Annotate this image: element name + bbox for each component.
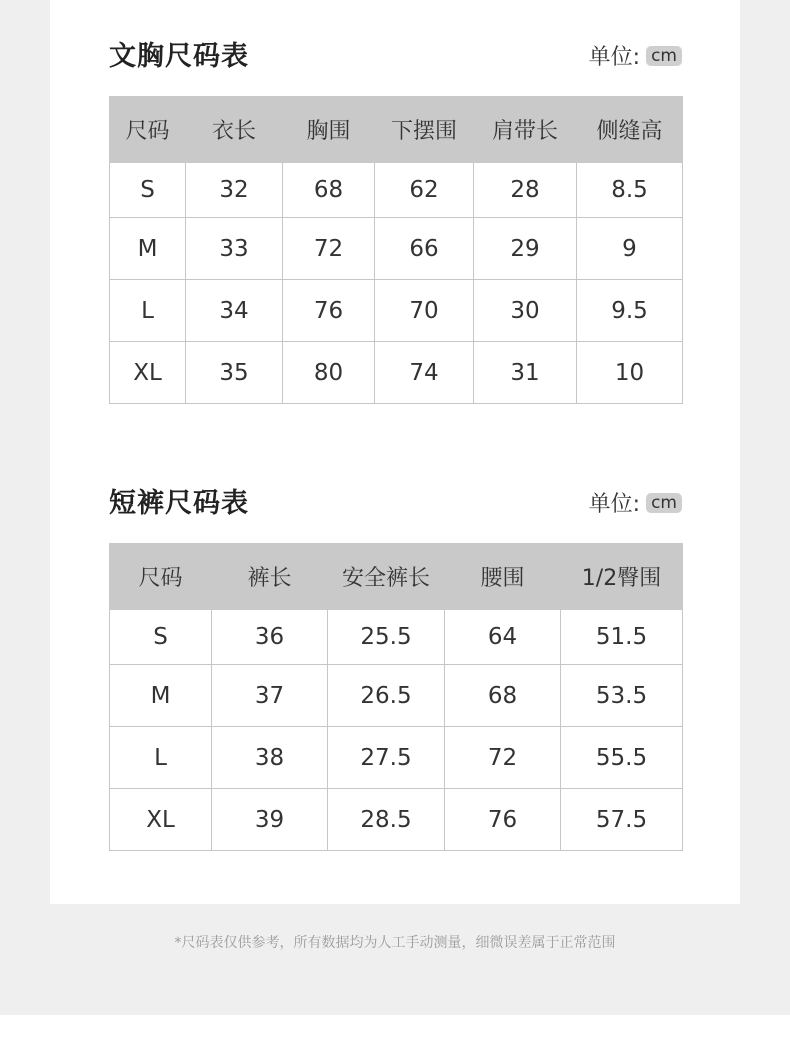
table-cell: 70: [375, 280, 474, 342]
table-cell: S: [110, 163, 186, 218]
table-cell: 68: [283, 163, 375, 218]
table-cell: 34: [186, 280, 283, 342]
table-cell: 51.5: [561, 610, 683, 665]
table-cell: 39: [212, 789, 328, 851]
unit-text: 单位:: [588, 45, 641, 70]
size-chart-card: [50, 0, 740, 904]
table-cell: 33: [186, 218, 283, 280]
table-cell: 74: [375, 342, 474, 404]
table-row: [110, 218, 683, 280]
table-cell: 53.5: [561, 665, 683, 727]
header-cell: 下摆围: [375, 97, 474, 163]
table-header-row: [110, 97, 683, 163]
header-cell: 侧缝高: [577, 97, 683, 163]
table-cell: 9: [577, 218, 683, 280]
table-cell: 76: [445, 789, 561, 851]
table-cell: 36: [212, 610, 328, 665]
table-cell: 25.5: [328, 610, 445, 665]
table-cell: M: [110, 665, 212, 727]
header-cell: 尺码: [110, 97, 186, 163]
header-cell: 安全裤长: [328, 544, 445, 610]
measurement-disclaimer: *尺码表仅供参考，所有数据均为人工手动测量，细微误差属于正常范围: [174, 935, 616, 951]
table-cell: 62: [375, 163, 474, 218]
table-cell: 76: [283, 280, 375, 342]
table-header-row: [110, 544, 683, 610]
header-cell: 肩带长: [474, 97, 577, 163]
table-row: [110, 610, 683, 665]
table-cell: 8.5: [577, 163, 683, 218]
table-cell: 68: [445, 665, 561, 727]
table-cell: 29: [474, 218, 577, 280]
table-cell: 57.5: [561, 789, 683, 851]
table-cell: 31: [474, 342, 577, 404]
shorts-chart-title: 短裤尺码表: [109, 488, 249, 519]
bra-size-section: [109, 34, 682, 414]
unit-badge: cm: [646, 46, 682, 66]
unit-text: 单位:: [588, 492, 641, 517]
header-cell: 胸围: [283, 97, 375, 163]
table-cell: 10: [577, 342, 683, 404]
header-cell: 尺码: [110, 544, 212, 610]
table-row: [110, 727, 683, 789]
table-cell: XL: [110, 342, 186, 404]
table-cell: XL: [110, 789, 212, 851]
header-cell: 腰围: [445, 544, 561, 610]
shorts-unit-label: [589, 487, 682, 518]
table-row: [110, 163, 683, 218]
bra-unit-label: [589, 40, 682, 71]
table-cell: 9.5: [577, 280, 683, 342]
table-cell: 28.5: [328, 789, 445, 851]
table-row: [110, 665, 683, 727]
header-cell: 1/2臀围: [561, 544, 683, 610]
table-cell: 28: [474, 163, 577, 218]
table-cell: 35: [186, 342, 283, 404]
table-row: [110, 342, 683, 404]
table-cell: M: [110, 218, 186, 280]
table-row: [110, 280, 683, 342]
shorts-size-table: [109, 543, 683, 851]
table-cell: 30: [474, 280, 577, 342]
header-cell: 裤长: [212, 544, 328, 610]
bra-size-table: [109, 96, 683, 404]
table-cell: 26.5: [328, 665, 445, 727]
table-cell: 72: [445, 727, 561, 789]
table-cell: 38: [212, 727, 328, 789]
table-cell: 72: [283, 218, 375, 280]
unit-badge: cm: [646, 493, 682, 513]
table-cell: S: [110, 610, 212, 665]
table-cell: L: [110, 727, 212, 789]
table-cell: 27.5: [328, 727, 445, 789]
header-cell: 衣长: [186, 97, 283, 163]
table-cell: 64: [445, 610, 561, 665]
table-cell: L: [110, 280, 186, 342]
table-row: [110, 789, 683, 851]
table-cell: 80: [283, 342, 375, 404]
table-cell: 66: [375, 218, 474, 280]
table-cell: 55.5: [561, 727, 683, 789]
table-cell: 37: [212, 665, 328, 727]
table-cell: 32: [186, 163, 283, 218]
shorts-size-section: [109, 481, 682, 861]
bra-chart-title: 文胸尺码表: [109, 41, 249, 72]
